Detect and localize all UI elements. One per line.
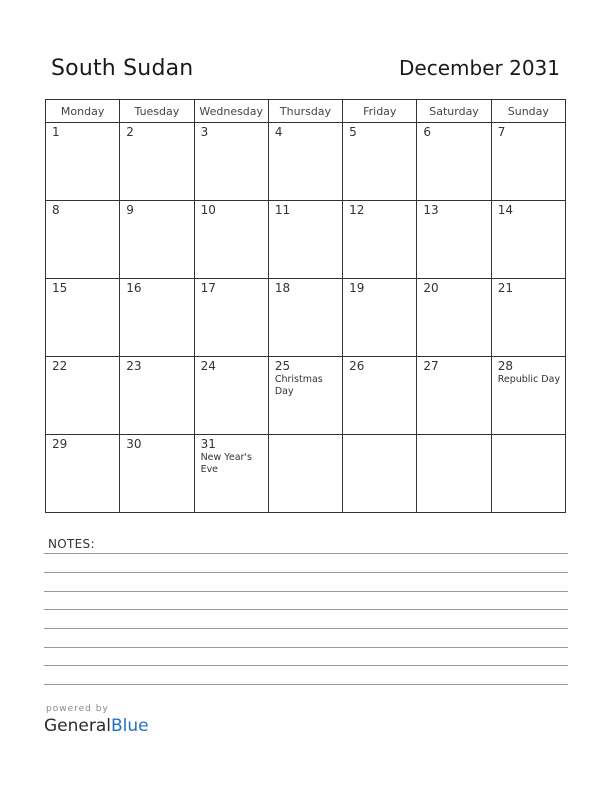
- holiday-label: [343, 437, 416, 438]
- day-number: 2: [126, 125, 134, 139]
- holiday-label: [120, 217, 193, 218]
- holiday-label: [417, 139, 490, 140]
- day-cell: [491, 123, 565, 201]
- brand-blue: Blue: [111, 716, 149, 736]
- weekday-header-tuesday: Tuesday: [120, 100, 194, 123]
- holiday-label: [269, 139, 342, 140]
- holiday-label: [417, 437, 490, 438]
- holiday-label: [492, 437, 565, 438]
- note-line: [44, 609, 568, 610]
- day-cell: [120, 357, 194, 435]
- holiday-label: [417, 217, 490, 218]
- note-line: [44, 647, 568, 648]
- day-cell: [417, 123, 491, 201]
- holiday-label: Christmas Day: [274, 374, 323, 397]
- weekday-header-sunday: Sunday: [491, 100, 565, 123]
- day-cell: [46, 123, 120, 201]
- holiday-label: [492, 139, 565, 140]
- day-number: 24: [200, 359, 216, 373]
- note-line: [44, 684, 568, 685]
- day-number: 5: [349, 125, 357, 139]
- day-cell: [417, 201, 491, 279]
- day-cell: [46, 357, 120, 435]
- day-cell: [194, 357, 268, 435]
- day-number: 28: [497, 359, 513, 373]
- day-cell: [343, 435, 417, 513]
- holiday-label: [195, 217, 268, 218]
- day-number: 31: [200, 437, 216, 451]
- day-cell: [417, 357, 491, 435]
- note-line: [44, 665, 568, 666]
- day-number: 17: [200, 281, 216, 295]
- day-cell: [120, 279, 194, 357]
- day-cell: [491, 357, 565, 435]
- holiday-label: [46, 451, 119, 452]
- note-line: [44, 553, 568, 554]
- day-cell: [194, 201, 268, 279]
- day-cell: [120, 435, 194, 513]
- holiday-label: New Year's Eve: [200, 452, 252, 475]
- week-row: [46, 201, 566, 279]
- day-cell: [268, 201, 342, 279]
- holiday-label: [120, 451, 193, 452]
- holiday-label: Republic Day: [497, 374, 561, 385]
- weekday-header-saturday: Saturday: [417, 100, 491, 123]
- day-number: 16: [126, 281, 142, 295]
- day-number: 19: [349, 281, 365, 295]
- holiday-label: [343, 139, 416, 140]
- holiday-label: [120, 139, 193, 140]
- note-line: [44, 628, 568, 629]
- holiday-label: [417, 295, 490, 296]
- weekday-header-monday: Monday: [46, 100, 120, 123]
- day-number: 21: [497, 281, 513, 295]
- day-cell: [343, 279, 417, 357]
- day-number: 3: [200, 125, 209, 139]
- holiday-label: [46, 373, 119, 374]
- powered-by-text: powered by: [46, 704, 109, 714]
- week-row: [46, 279, 566, 357]
- holiday-label: [343, 295, 416, 296]
- day-cell: [491, 435, 565, 513]
- holiday-label: [120, 373, 193, 374]
- day-cell: [343, 201, 417, 279]
- day-cell: [46, 435, 120, 513]
- day-number: 9: [126, 203, 134, 217]
- day-number: 11: [274, 203, 291, 217]
- week-row: [46, 357, 566, 435]
- holiday-label: [195, 295, 268, 296]
- day-cell: [417, 279, 491, 357]
- holiday-label: [46, 139, 119, 140]
- day-number: 26: [349, 359, 365, 373]
- day-number: 25: [274, 359, 291, 373]
- week-row: [46, 435, 566, 513]
- day-number: 22: [52, 359, 68, 373]
- day-cell: [194, 279, 268, 357]
- day-cell: [491, 201, 565, 279]
- holiday-label: [269, 217, 342, 218]
- holiday-label: [343, 373, 416, 374]
- day-number: 14: [497, 203, 513, 217]
- holiday-label: [269, 437, 342, 438]
- day-cell: [120, 201, 194, 279]
- day-cell: [268, 435, 342, 513]
- holiday-label: [492, 295, 565, 296]
- day-cell: [194, 435, 268, 513]
- day-number: 8: [52, 203, 60, 217]
- day-cell: [46, 201, 120, 279]
- day-cell: [268, 279, 342, 357]
- day-number: 12: [349, 203, 365, 217]
- day-number: 30: [126, 437, 142, 451]
- day-number: 27: [423, 359, 439, 373]
- day-number: 15: [52, 281, 68, 295]
- day-number: 7: [497, 125, 506, 139]
- calendar-grid: [45, 99, 566, 513]
- holiday-label: [195, 139, 268, 140]
- weekday-header-friday: Friday: [343, 100, 417, 123]
- brand-general: General: [44, 716, 111, 736]
- holiday-label: [343, 217, 416, 218]
- holiday-label: [46, 295, 119, 296]
- day-number: 18: [274, 281, 291, 295]
- day-cell: [268, 357, 342, 435]
- day-number: 10: [200, 203, 216, 217]
- day-cell: [120, 123, 194, 201]
- note-line: [44, 591, 568, 592]
- holiday-label: [46, 217, 119, 218]
- holiday-label: [195, 373, 268, 374]
- holiday-label: [492, 217, 565, 218]
- generalblue-logo[interactable]: [44, 716, 149, 736]
- holiday-label: [417, 373, 490, 374]
- day-cell: [268, 123, 342, 201]
- day-cell: [343, 357, 417, 435]
- day-cell: [46, 279, 120, 357]
- week-row: [46, 123, 566, 201]
- day-number: 29: [52, 437, 68, 451]
- day-number: 20: [423, 281, 439, 295]
- weekday-header-row: [46, 100, 566, 123]
- day-number: 13: [423, 203, 439, 217]
- day-number: 1: [52, 125, 60, 139]
- calendar-country-title: South Sudan: [51, 56, 194, 81]
- note-line: [44, 572, 568, 573]
- holiday-label: [120, 295, 193, 296]
- notes-label: NOTES:: [48, 537, 95, 551]
- day-number: 23: [126, 359, 142, 373]
- weekday-header-wednesday: Wednesday: [194, 100, 268, 123]
- day-number: 4: [274, 125, 283, 139]
- weekday-header-thursday: Thursday: [268, 100, 342, 123]
- day-cell: [194, 123, 268, 201]
- day-cell: [343, 123, 417, 201]
- calendar-month-title: December 2031: [399, 56, 560, 80]
- day-cell: [417, 435, 491, 513]
- holiday-label: [269, 295, 342, 296]
- day-number: 6: [423, 125, 432, 139]
- day-cell: [491, 279, 565, 357]
